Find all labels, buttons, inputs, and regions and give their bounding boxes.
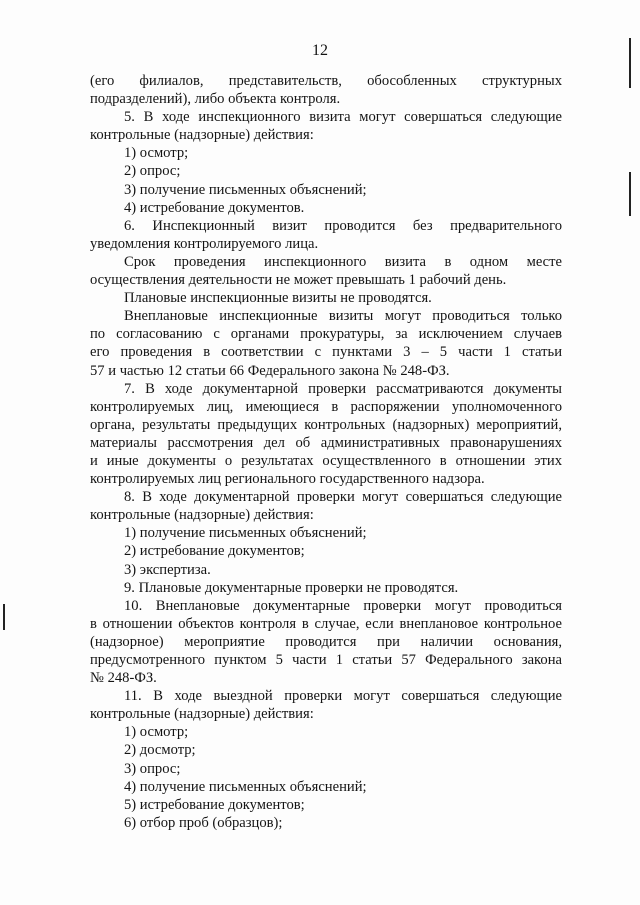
text-line: 10. Внеплановые документарные проверки могут проводиться [124,597,562,614]
text-line: материалы рассмотрения дел об административных правонарушениях [90,434,562,451]
text-line: 7. В ходе документарной проверки рассматриваются документы [124,380,562,397]
text-line: 2) истребование документов; [124,543,305,560]
text-line: контролируемых лиц регионального государственного надзора. [90,471,485,488]
text-line: 5) истребование документов; [124,796,305,813]
text-line: 9. Плановые документарные проверки не проводятся. [124,579,459,596]
text-line: 6. Инспекционный визит проводится без предварительного [124,217,562,234]
text-line: 57 и частью 12 статьи 66 Федерального закона № 248-ФЗ. [90,362,450,379]
text-line: Плановые инспекционные визиты не проводятся. [124,290,432,307]
text-line: контрольные (надзорные) действия: [90,507,314,524]
text-line: Срок проведения инспекционного визита в одном месте [124,253,562,270]
text-line: 11. В ходе выездной проверки могут совершаться следующие [124,688,562,705]
text-line: (его филиалов, представительств, обособленных структурных [90,73,562,89]
text-line: 4) истребование документов. [124,199,305,216]
text-line: 6) отбор проб (образцов); [124,814,283,831]
text-line: 1) осмотр; [124,145,189,162]
scan-mark-top-right [629,38,631,88]
text-line: подразделений), либо объекта контроля. [90,91,341,108]
text-line: 1) получение письменных объяснений; [124,525,367,542]
text-line: в отношении объектов контроля в случае, если внеплановое контрольное [90,615,562,632]
text-line: 2) досмотр; [124,742,196,759]
text-line: органа, результаты предыдущих контрольных (надзорных) мероприятий, [90,416,562,433]
text-line: контрольные (надзорные) действия: [90,706,314,723]
text-line: 8. В ходе документарной проверки могут совершаться следующие [124,489,562,506]
text-line: 3) получение письменных объяснений; [124,181,367,198]
scan-mark-mid-right [629,172,631,216]
text-line: и иные документы о результатах осуществленного в отношении этих [90,452,562,469]
text-line: 1) осмотр; [124,724,189,741]
text-line: 4) получение письменных объяснений; [124,778,367,795]
text-line: контрольные (надзорные) действия: [90,127,314,144]
text-line: 3) экспертиза. [124,561,211,578]
text-line: 3) опрос; [124,760,181,777]
body-text [90,72,562,832]
text-line: его проведения в соответствии с пунктами 3 – 5 части 1 статьи [90,344,562,361]
text-line: предусмотренного пунктом 5 части 1 статьи 57 Федерального закона [90,652,562,668]
text-line: 5. В ходе инспекционного визита могут совершаться следующие [124,109,562,126]
scan-mark-left [3,604,5,630]
text-line: по согласованию с органами прокуратуры, за исключением случаев [90,326,562,343]
text-line: № 248-ФЗ. [90,670,157,687]
page-number: 12 [312,42,328,59]
text-line: (надзорное) мероприятие проводится при наличии основания, [90,633,562,650]
text-line: осуществления деятельности не может превышать 1 рабочий день. [90,272,507,289]
text-line: 2) опрос; [124,163,181,180]
text-line: контролируемых лиц, имеющиеся в распоряжении уполномоченного [90,398,562,415]
text-line: уведомления контролируемого лица. [90,235,319,252]
text-line: Внеплановые инспекционные визиты могут проводиться только [124,308,562,325]
